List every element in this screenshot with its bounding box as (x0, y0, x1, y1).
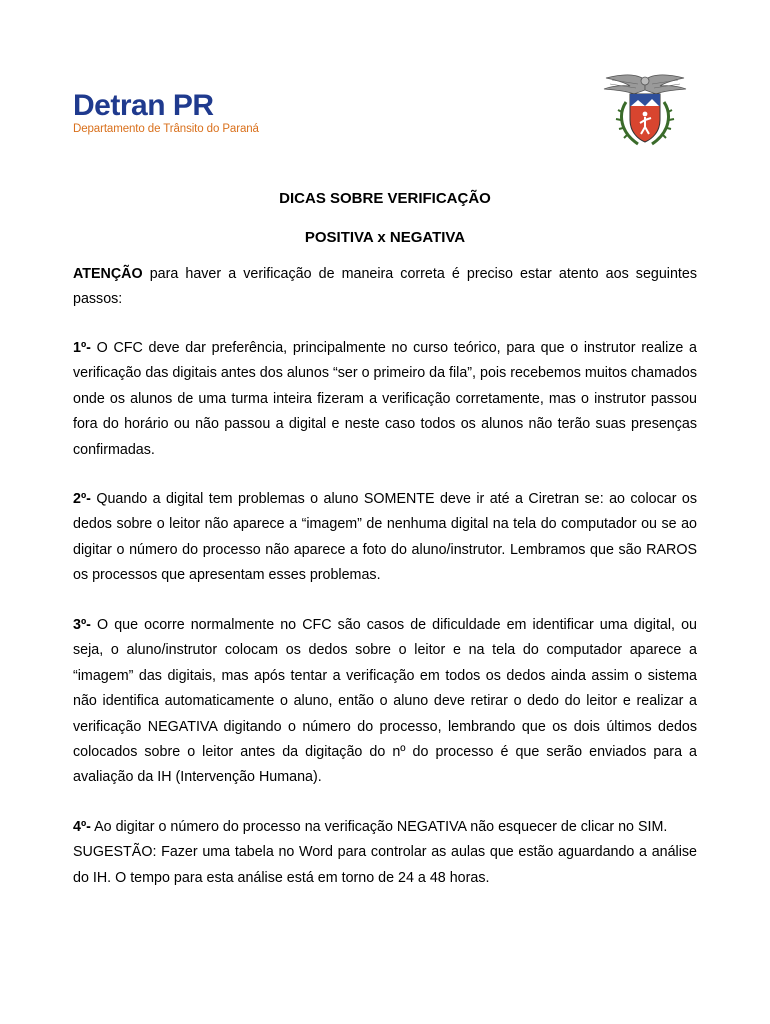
document-subtitle: POSITIVA x NEGATIVA (304, 229, 466, 246)
step-1-text: O CFC deve dar preferência, principalmente no curso teórico, para que o instrutor realize a verificação das digitais antes dos alunos “ser o primeiro da fila”, pois recebemos muitos chamados onde os alunos de uma turma inteira fizeram a verificação corretamente, mas o instrutor passou fora do horário ou não passou a digital e neste caso todos os alunos não terão suas presenças confirmadas. (73, 340, 697, 458)
attention-text: para haver a verificação de maneira correta é preciso estar atento aos seguintes passos: (73, 266, 697, 308)
step-2-text: Quando a digital tem problemas o aluno SOMENTE deve ir até a Ciretran se: ao colocar os dedos sobre o leitor não aparece a “imagem” de nenhuma digital na tela do computador ou se ao digitar o número do processo não aparece a foto do aluno/instrutor. Lembramos que são RAROS os processos que apresentam esses problemas. (73, 491, 697, 584)
logo-title: Detran PR (73, 89, 214, 122)
step-2-paragraph (73, 487, 697, 589)
detran-logo (73, 90, 259, 135)
step-3-lead: 3º- (73, 617, 91, 633)
suggestion-text: SUGESTÃO: Fazer uma tabela no Word para controlar as aulas que estão aguardando a análise do IH. O tempo para esta análise está em torno de 24 a 48 horas. (73, 844, 697, 886)
parana-coat-of-arms-icon (598, 72, 692, 148)
step-1-lead: 1º- (73, 340, 91, 356)
step-4-paragraph (73, 815, 697, 891)
logo-subtitle: Departamento de Trânsito do Paraná (73, 123, 259, 135)
step-3-paragraph (73, 613, 697, 791)
document-title: DICAS SOBRE VERIFICAÇÃO (279, 190, 491, 207)
step-4-text: Ao digitar o número do processo na verificação NEGATIVA não esquecer de clicar no SIM. (90, 819, 668, 835)
step-3-text: O que ocorre normalmente no CFC são casos de dificuldade em identificar uma digital, ou seja, o aluno/instrutor colocam os dedos sobre o leitor e na tela do computador aparece a “imagem” das digitais, mas após tentar a verificação em todos os dedos ainda assim o sistema não identifica automaticamente o aluno, então o aluno deve retirar o dedo do leitor e realizar a verificação NEGATIVA digitando o número do processo, lembrando que os dois últimos dedos colocados sobre o leitor antes da digitação do nº do processo é que serão enviados para a avaliação da IH (Intervenção Humana). (73, 617, 697, 786)
page-header (0, 0, 770, 160)
attention-paragraph (73, 262, 697, 313)
step-4-lead: 4º- (73, 819, 91, 835)
attention-lead: ATENÇÃO (73, 266, 143, 282)
step-2-lead: 2º- (73, 491, 91, 507)
step-1-paragraph (73, 336, 697, 463)
